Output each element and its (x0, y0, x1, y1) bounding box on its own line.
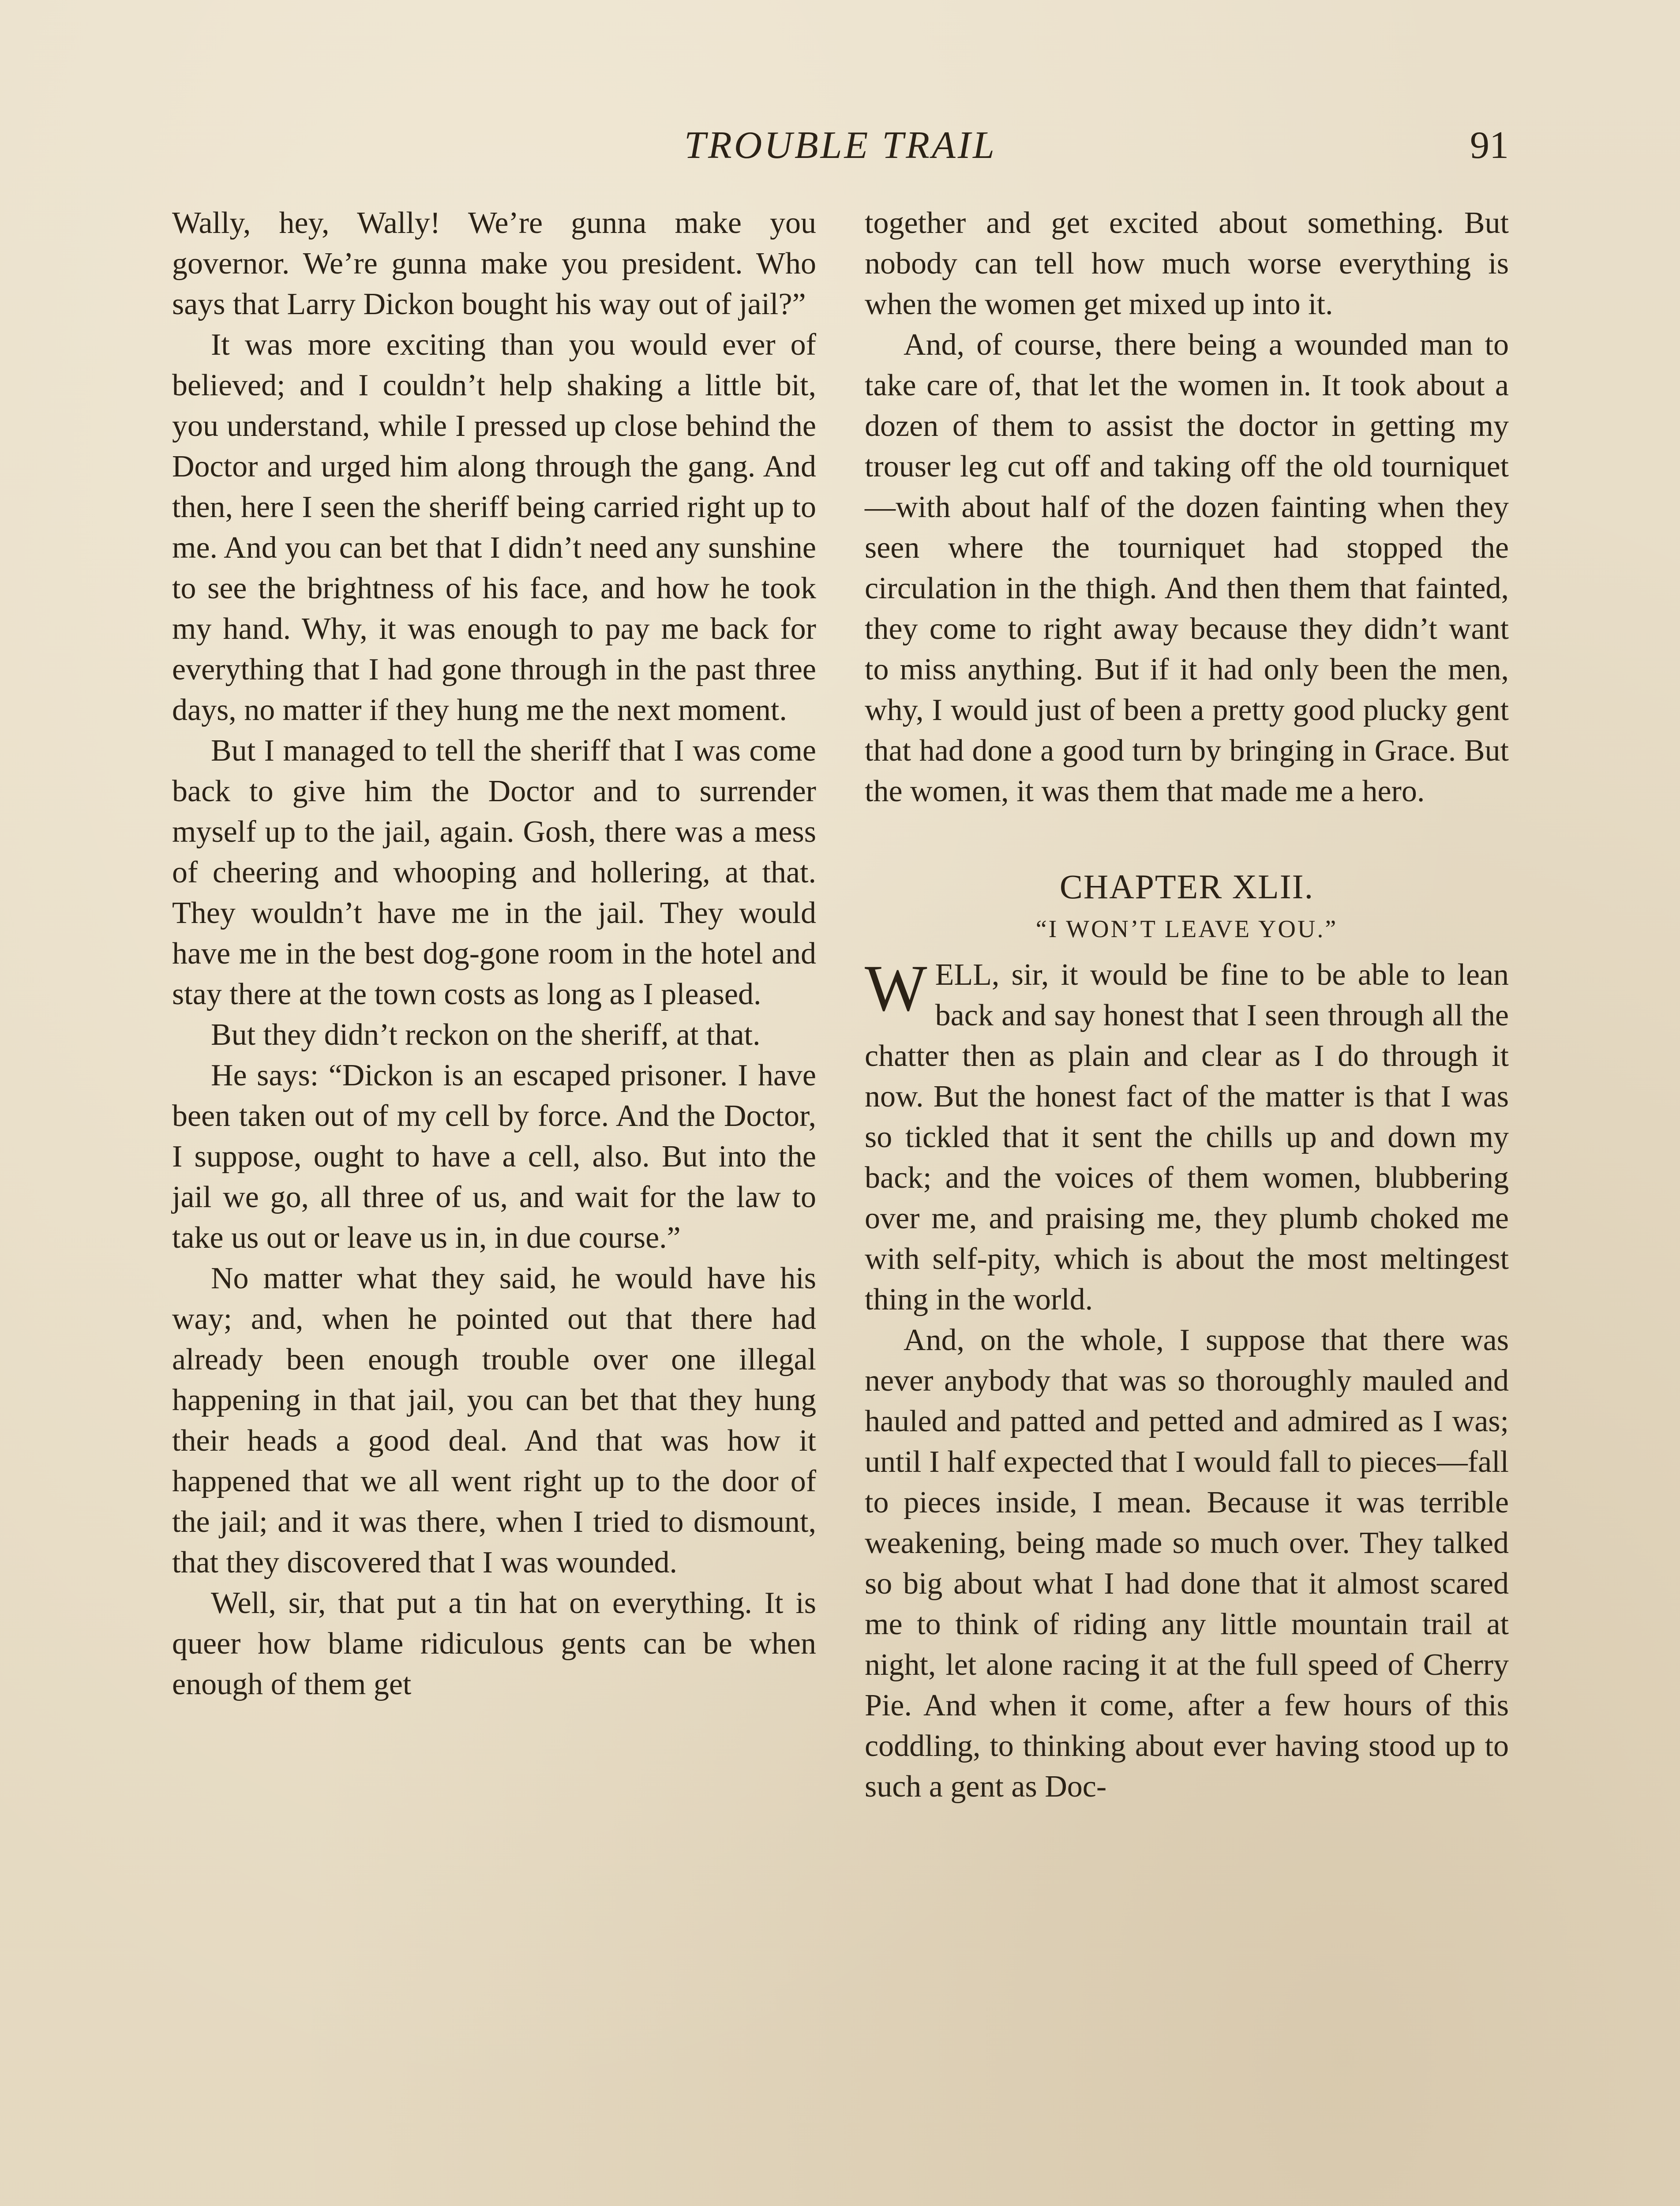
page-number: 91 (1470, 124, 1509, 167)
right-column (865, 203, 1509, 1807)
chapter-first-paragraph (865, 952, 1509, 1320)
first-paragraph-text: ELL, sir, it would be fine to be able to lean back and say honest that I seen through all the chatter then as plain and clear as I do through it now. But the honest fact of the matter is that I was so tickled that it sent the chills up and down my back; and the voices of them women, blubbering over me, and praising me, they plumb choked me with self-pity, which is about the most meltingest thing in the world. (865, 958, 1509, 1317)
paragraph: Wally, hey, Wally! We’re gunna make you governor. We’re gunna make you president. Who says that Larry Dickon bought his way out of jail?” (172, 206, 816, 321)
paragraph: And, on the whole, I suppose that there was never anybody that was so thoroughly mauled and hauled and patted and petted and admired as I was; until I half expected that I would fall to pieces—fall to pieces inside, I mean. Because it was terrible weakening, being made so much over. They talked so big about what I had done that it almost scared me to think of riding any little mountain trail at night, let alone racing it at the full speed of Cherry Pie. And when it come, after a few hours of this coddling, to thinking about ever having stood up to such a gent as Doc- (865, 1323, 1509, 1804)
drop-cap: W (865, 952, 927, 1025)
paragraph: It was more exciting than you would ever of believed; and I couldn’t help shaking a little bit, you understand, while I pressed up close behind the Doctor and urged him along through the gang. And then, here I seen the sheriff being carried right up to me. And you can bet that I didn’t need any sunshine to see the brightness of his face, and how he took my hand. Why, it was enough to pay me back for everything that I had gone through in the past three days, no matter if they hung me the next moment. (172, 328, 816, 727)
paragraph: together and get excited about something. But nobody can tell how much worse everything is when the women get mixed up into it. (865, 206, 1509, 321)
paragraph: No matter what they said, he would have his way; and, when he pointed out that there had already been enough trouble over one illegal happening in that jail, you can bet that they hung their heads a good deal. And that was how it happened that we all went right up to the door of the jail; and it was there, when I tried to dismount, that they discovered that I was wounded. (172, 1261, 816, 1579)
chapter-heading: CHAPTER XLII. (1059, 867, 1314, 906)
chapter-subtitle: “I WON’T LEAVE YOU.” (1035, 915, 1338, 943)
paragraph: But they didn’t reckon on the sheriff, at that. (211, 1018, 761, 1052)
paragraph: He says: “Dickon is an escaped prisoner. I have been taken out of my cell by force. And the Doctor, I suppose, ought to have a cell, also. But into the jail we go, all three of us, and wait for the law to take us out or leave us in, in due course.” (172, 1058, 816, 1255)
paragraph: Well, sir, that put a tin hat on everything. It is queer how blame ridiculous gents can be when enough of them get (172, 1586, 816, 1701)
running-head (172, 119, 1509, 172)
paragraph: But I managed to tell the sheriff that I was come back to give him the Doctor and to surrender myself up to the jail, again. Gosh, there was a mess of cheering and whooping and hollering, at that. They wouldn’t have me in the jail. They would have me in the best dog-gone room in the hotel and stay there at the town costs as long as I pleased. (172, 734, 816, 1011)
running-title: TROUBLE TRAIL (684, 124, 997, 167)
left-column (172, 203, 816, 1705)
paragraph: And, of course, there being a wounded man to take care of, that let the women in. It took about a dozen of them to assist the doctor in getting my trouser leg cut off and taking off the old tourniquet—with about half of the dozen fainting when they seen where the tourniquet had stopped the circulation in the thigh. And then them that fainted, they come to right away because they didn’t want to miss anything. But if it had only been the men, why, I would just of been a pretty good plucky gent that had done a good turn by bringing in Grace. But the women, it was them that made me a hero. (865, 328, 1509, 808)
